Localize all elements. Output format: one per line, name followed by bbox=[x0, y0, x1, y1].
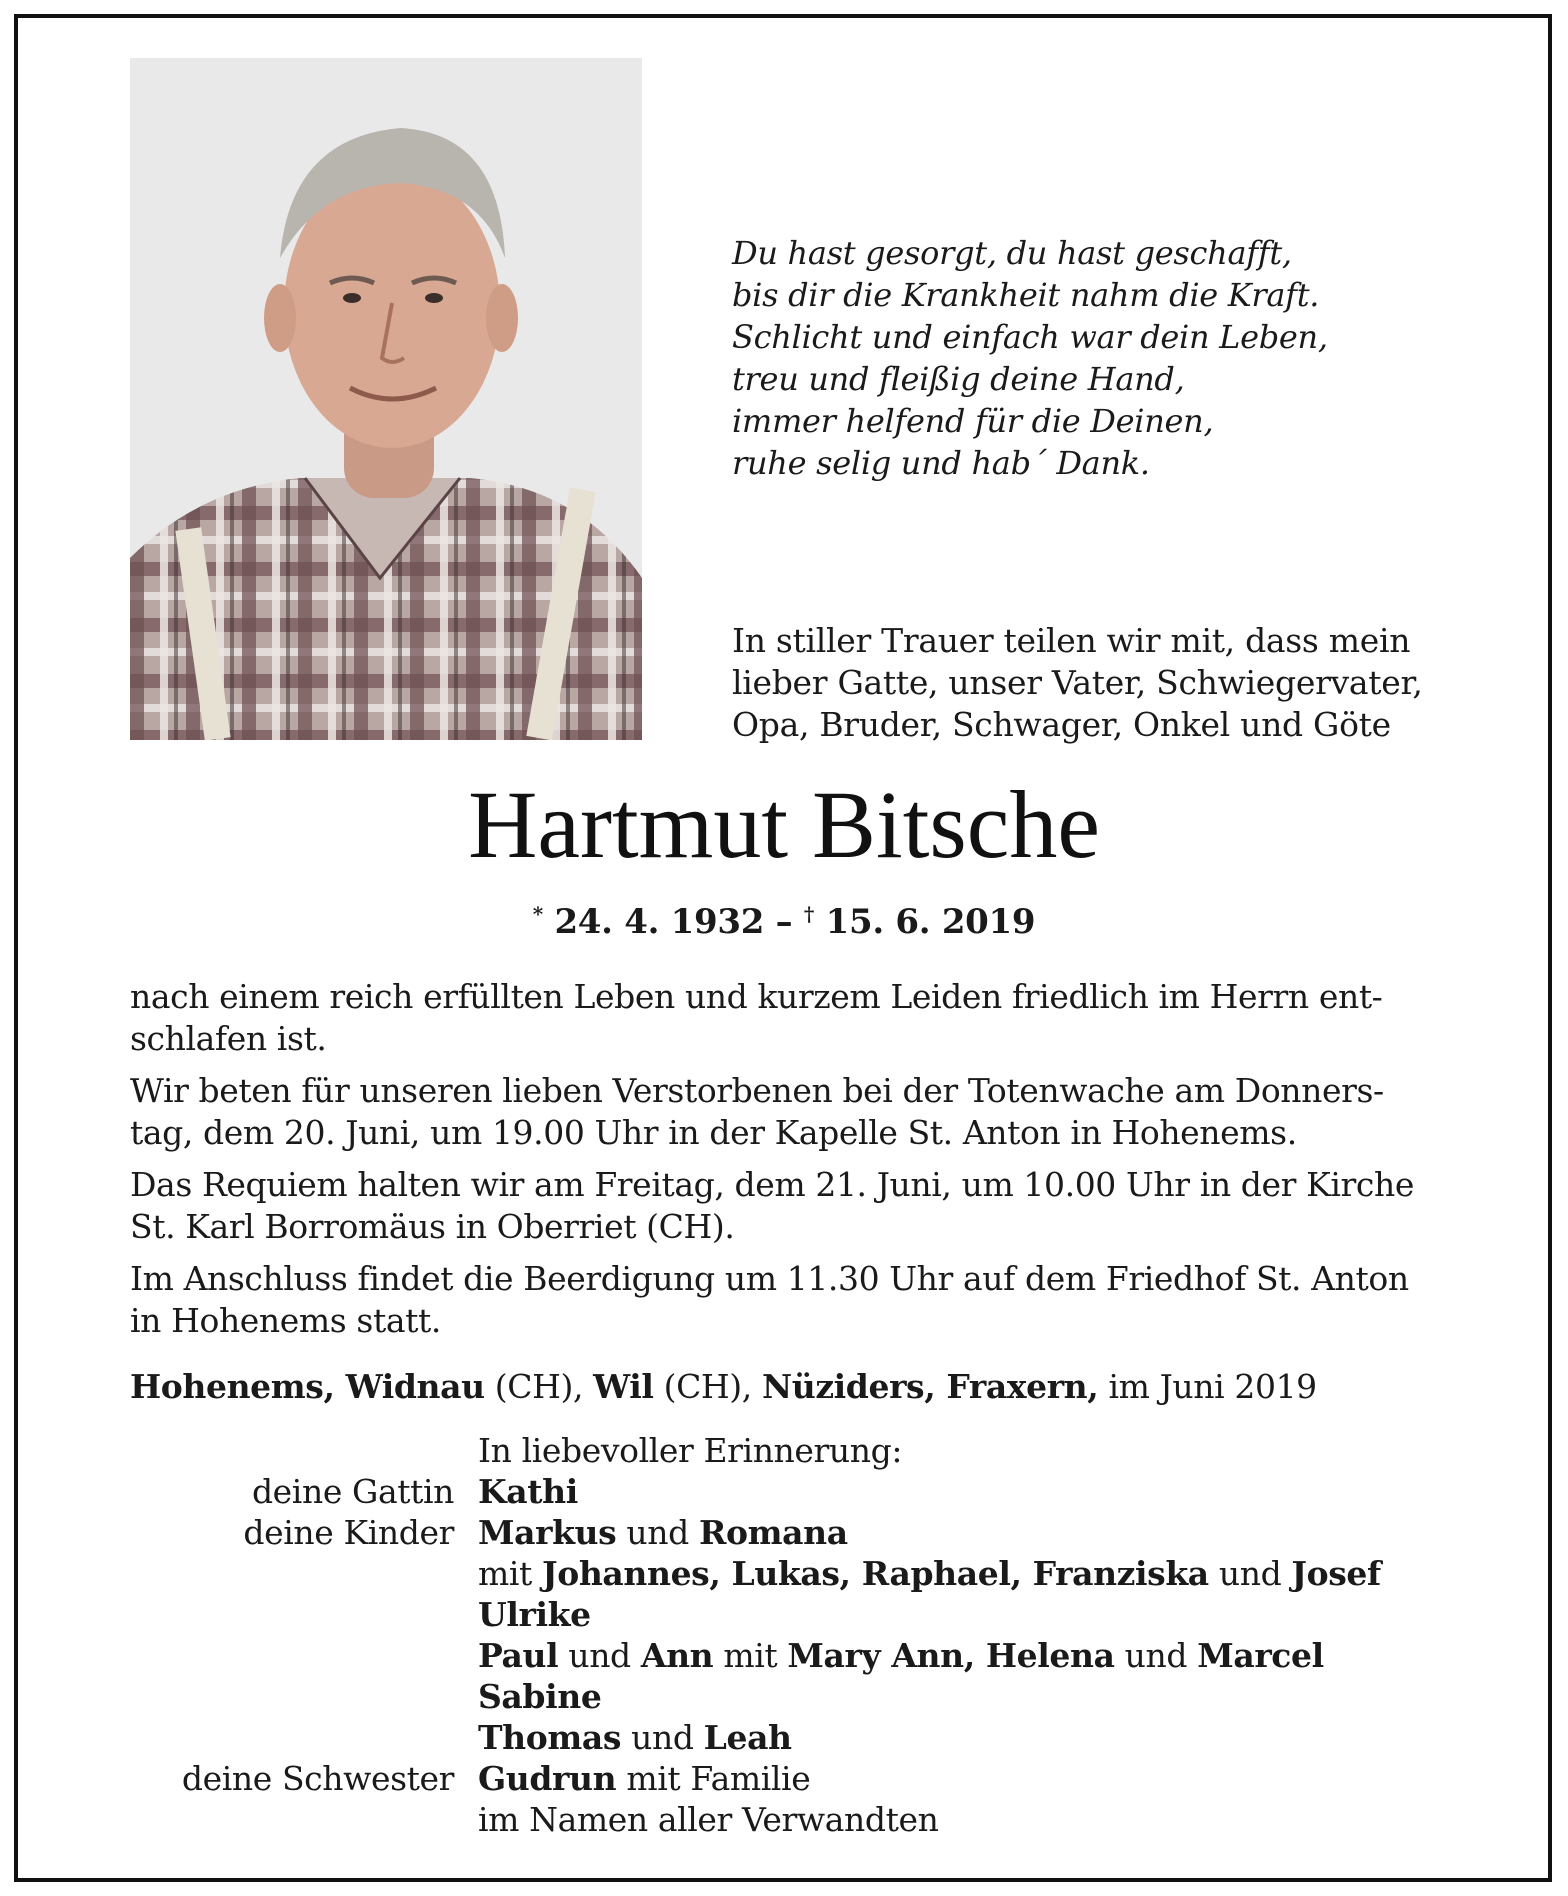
place-segment: Hohenems, Widnau bbox=[130, 1367, 485, 1406]
mourner-name-segment: Paul bbox=[478, 1636, 559, 1675]
mourner-name-segment: Mary Ann, Helena bbox=[787, 1636, 1115, 1675]
mourner-row bbox=[0, 1553, 1568, 1594]
mourner-name-segment: und bbox=[558, 1636, 641, 1675]
place-segment: (CH), bbox=[653, 1367, 762, 1406]
portrait-photo bbox=[130, 58, 642, 740]
mourner-row bbox=[0, 1635, 1568, 1676]
mourner-name-segment: mit Familie bbox=[616, 1759, 811, 1798]
mourner-name-segment: Kathi bbox=[478, 1472, 578, 1511]
deceased-name: Hartmut Bitsche bbox=[468, 771, 1100, 878]
announcement-body bbox=[130, 966, 1440, 1352]
mourner-name-segment: Thomas bbox=[478, 1718, 622, 1757]
body-line: Wir beten für unseren lieben Verstorbenen bei der Totenwache am Donners- bbox=[130, 1071, 1384, 1110]
mourner-row bbox=[0, 1799, 1568, 1840]
body-line: tag, dem 20. Juni, um 19.00 Uhr in der Kapelle St. Anton in Hohenems. bbox=[130, 1113, 1297, 1152]
mourner-names bbox=[478, 1676, 601, 1717]
intro-line: In stiller Trauer teilen wir mit, dass mein bbox=[732, 621, 1411, 660]
mourner-name-segment: In liebevoller Erinnerung: bbox=[478, 1431, 903, 1470]
birth-symbol: * bbox=[532, 902, 543, 926]
death-date: 15. 6. 2019 bbox=[825, 902, 1036, 942]
mourner-name-segment: mit bbox=[478, 1554, 542, 1593]
death-symbol: † bbox=[803, 902, 815, 926]
mourner-name-segment: Sabine bbox=[478, 1677, 602, 1716]
life-dates bbox=[0, 892, 1568, 944]
mourner-name-segment: Markus bbox=[478, 1513, 617, 1552]
mourner-name-segment: Ann bbox=[640, 1636, 714, 1675]
poem-line: Du hast gesorgt, du hast geschafft, bbox=[732, 234, 1292, 272]
mourner-name-segment: und bbox=[616, 1513, 699, 1552]
place-segment: (CH), bbox=[484, 1367, 594, 1406]
body-line: St. Karl Borromäus in Oberriet (CH). bbox=[130, 1207, 735, 1246]
body-line: schlafen ist. bbox=[130, 1019, 327, 1058]
poem-line: immer helfend für die Deinen, bbox=[732, 402, 1214, 440]
place-segment: im Juni 2019 bbox=[1098, 1367, 1317, 1406]
mourner-role: deine Kinder bbox=[243, 1513, 454, 1552]
mourner-name-segment: Josef bbox=[1291, 1554, 1381, 1593]
body-line: Im Anschluss findet die Beerdigung um 11.30 Uhr auf dem Friedhof St. Anton bbox=[130, 1259, 1409, 1298]
mourner-name-segment: Ulrike bbox=[478, 1595, 591, 1634]
intro-line: lieber Gatte, unser Vater, Schwiegervater, bbox=[732, 663, 1423, 702]
mourners-list bbox=[0, 1430, 1568, 1840]
poem-line: bis dir die Krankheit nahm die Kraft. bbox=[732, 276, 1320, 314]
mourner-names bbox=[478, 1471, 578, 1512]
mourner-names bbox=[478, 1717, 792, 1758]
announcement-intro bbox=[732, 620, 1452, 746]
mourner-names bbox=[478, 1594, 591, 1635]
mourner-role: deine Schwester bbox=[181, 1759, 454, 1798]
mourner-name-segment: Leah bbox=[703, 1718, 792, 1757]
mourner-name-segment: Marcel bbox=[1197, 1636, 1324, 1675]
mourner-row bbox=[0, 1430, 1568, 1471]
mourner-name-segment: im Namen aller Verwandten bbox=[478, 1800, 939, 1839]
place-segment: Nüziders, Fraxern, bbox=[761, 1367, 1099, 1406]
mourner-names bbox=[478, 1635, 1324, 1676]
mourner-names bbox=[478, 1430, 902, 1471]
mourner-row bbox=[0, 1512, 1568, 1553]
mourner-name-segment: Johannes, Lukas, Raphael, Franziska bbox=[542, 1554, 1209, 1593]
memorial-poem bbox=[732, 232, 1472, 484]
mourner-name-segment: Romana bbox=[698, 1513, 848, 1552]
date-separator: – bbox=[775, 902, 793, 942]
mourner-names bbox=[478, 1512, 848, 1553]
mourner-row bbox=[0, 1676, 1568, 1717]
mourner-names bbox=[478, 1758, 810, 1799]
poem-line: treu und fleißig deine Hand, bbox=[732, 360, 1185, 398]
mourner-name-segment: mit bbox=[713, 1636, 788, 1675]
poem-line: ruhe selig und hab´ Dank. bbox=[732, 444, 1150, 482]
birth-date: 24. 4. 1932 bbox=[554, 902, 765, 942]
poem-line: Schlicht und einfach war dein Leben, bbox=[732, 318, 1328, 356]
body-line: Das Requiem halten wir am Freitag, dem 21. Juni, um 10.00 Uhr in der Kirche bbox=[130, 1165, 1414, 1204]
body-line: nach einem reich erfüllten Leben und kurzem Leiden friedlich im Herrn ent- bbox=[130, 977, 1383, 1016]
mourner-names bbox=[478, 1799, 938, 1840]
body-line: in Hohenems statt. bbox=[130, 1301, 441, 1340]
mourner-row bbox=[0, 1758, 1568, 1799]
place-segment: Wil bbox=[593, 1367, 654, 1406]
mourner-row bbox=[0, 1471, 1568, 1512]
mourner-name-segment: und bbox=[621, 1718, 704, 1757]
mourner-name-segment: und bbox=[1114, 1636, 1198, 1675]
mourner-row bbox=[0, 1717, 1568, 1758]
mourner-name-segment: Gudrun bbox=[478, 1759, 617, 1798]
intro-line: Opa, Bruder, Schwager, Onkel und Göte bbox=[732, 705, 1391, 744]
mourner-names bbox=[478, 1553, 1381, 1594]
mourner-name-segment: und bbox=[1208, 1554, 1292, 1593]
mourner-row bbox=[0, 1594, 1568, 1635]
mourner-role: deine Gattin bbox=[251, 1472, 454, 1511]
places-and-date bbox=[130, 1366, 1460, 1408]
